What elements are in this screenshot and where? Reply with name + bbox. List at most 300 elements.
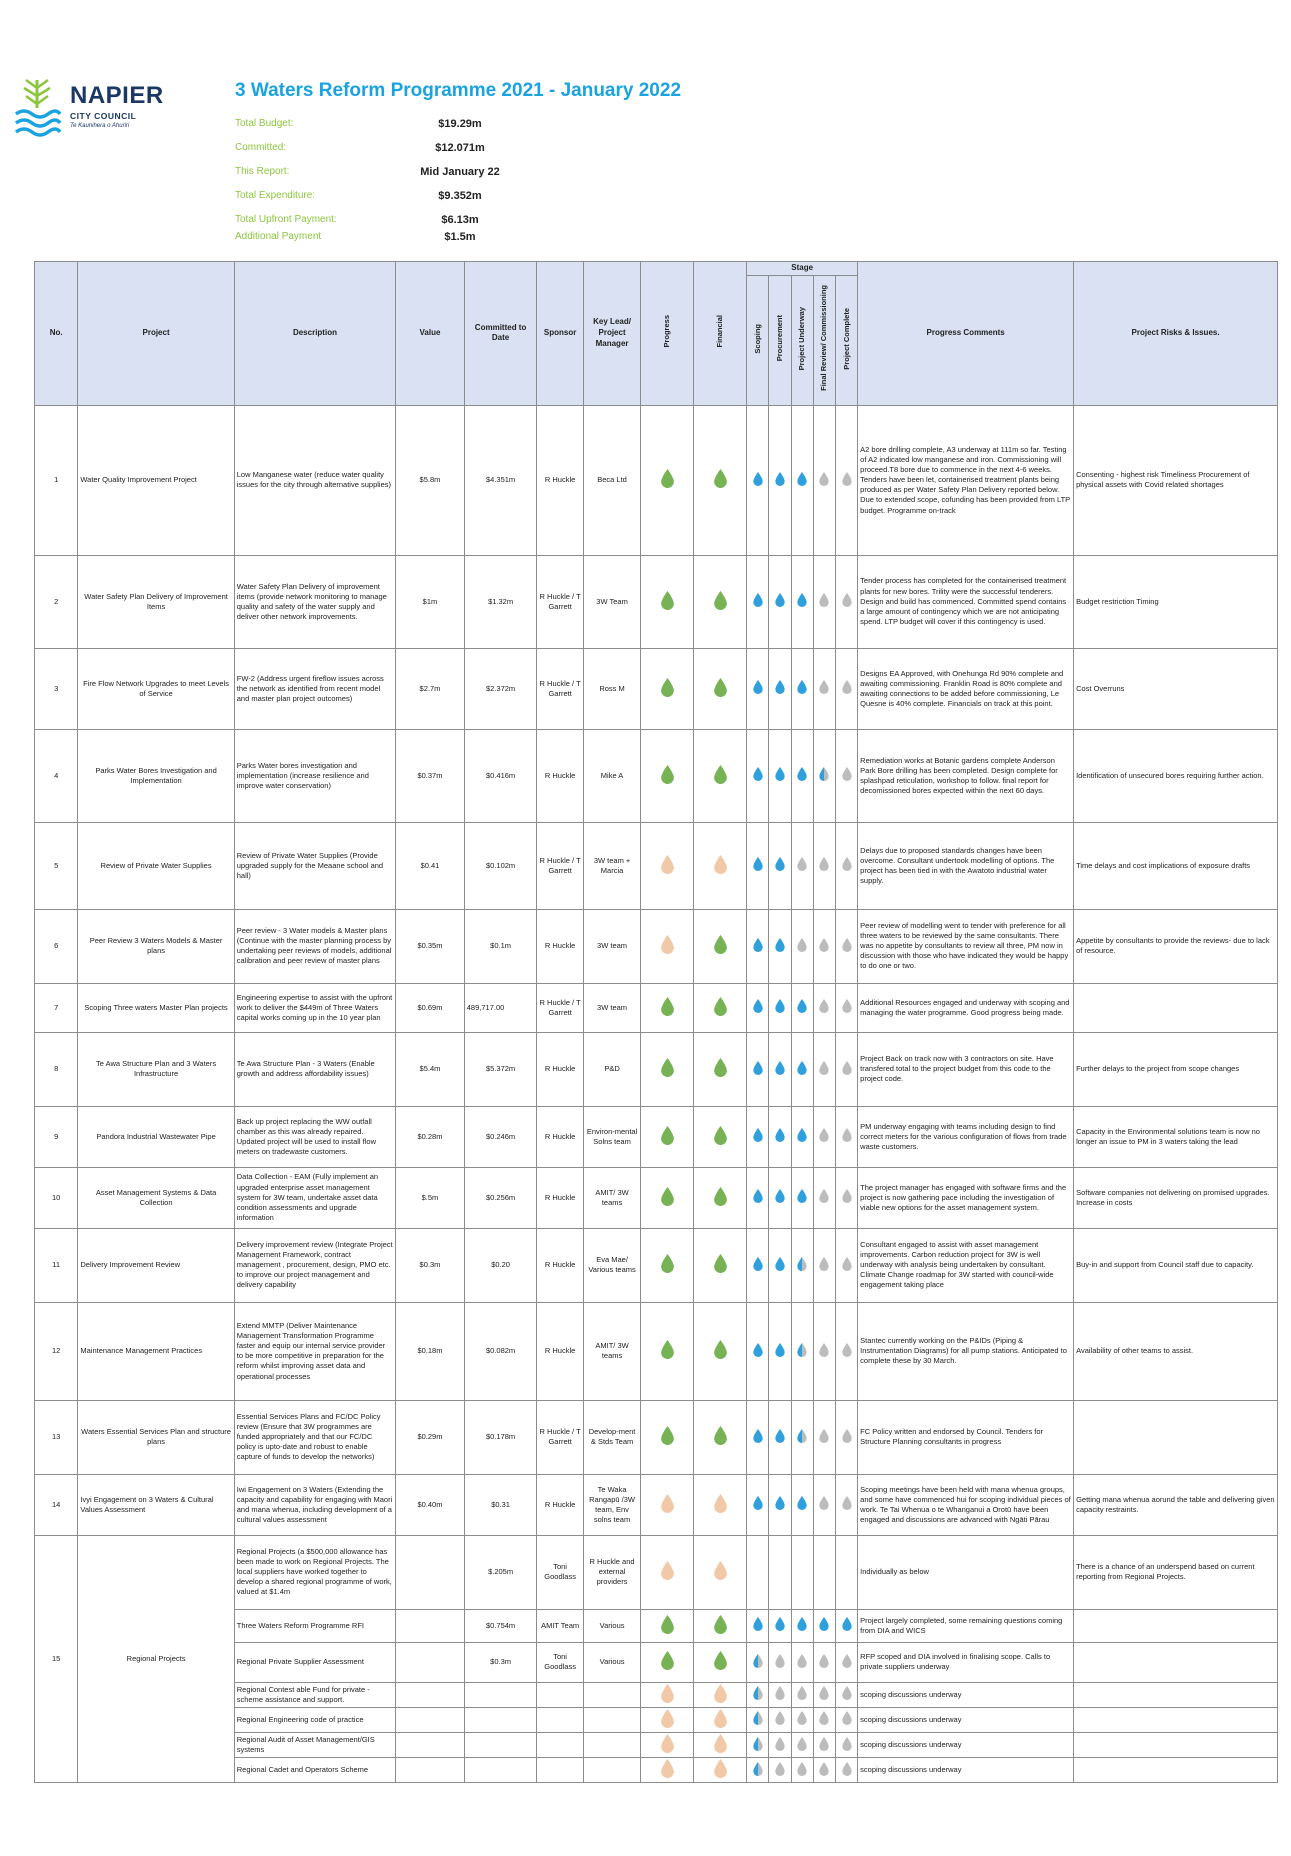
row-risks: Software companies not delivering on promised upgrades. Increase in costs [1074,1167,1278,1228]
row-sponsor: Toni Goodlass [537,1535,583,1609]
grey-drop-icon [842,1496,852,1510]
row-stage [769,1400,791,1474]
row-risks: Cost Overruns [1074,648,1278,729]
row-risks: Buy-in and support from Council staff due to capacity. [1074,1228,1278,1302]
row-risks [1074,1733,1278,1758]
row-comments: A2 bore drilling complete, A3 underway at 111m so far. Testing of A2 indicated low manganese and iron. Commissioning will proceed.T8 bore due to commence in the next 4-6 weeks. Tenders have been let, containerised treatment plants being produced as per Water Safety Plan Delivery reported below. Due to extended scope, cofunding has been provided from LTP budget. Programme on-track [858,405,1074,555]
row-sponsor: R Huckle [537,1302,583,1400]
green-drop-icon [714,591,727,610]
green-drop-icon [714,1126,727,1145]
row-committed [464,1758,537,1783]
row-stage [835,729,857,822]
row-lead: Mike A [583,729,641,822]
row-risks: Getting mana whenua aorund the table and delivering given capacity restraints. [1074,1474,1278,1535]
row-description: Extend MMTP (Deliver Maintenance Management Transformation Programme faster and equip our internal service provider to be more competitive in preparation for the reform whilst improving asset data and operational processes [234,1302,395,1400]
blue-drop-icon [797,472,807,486]
row-stage [813,1106,835,1167]
row-number: 7 [35,983,78,1032]
blue-drop-icon [775,1429,785,1443]
row-description: Low Manganese water (reduce water quality issues for the city through alternative supplies) [234,405,395,555]
row-sponsor: R Huckle [537,405,583,555]
col-stage-complete: Project Complete [835,275,857,405]
row-number: 11 [35,1228,78,1302]
grey-drop-icon [842,1762,852,1776]
grey-drop-icon [819,938,829,952]
row-value: $0.41 [396,822,465,909]
row-sponsor: R Huckle / T Garrett [537,648,583,729]
col-progress: Progress [641,262,693,406]
row-project: Peer Review 3 Waters Models & Master plans [78,909,234,983]
row-risks [1074,1682,1278,1707]
row-stage [813,1642,835,1682]
blue-drop-icon [819,1617,829,1631]
table-row [35,1400,1278,1474]
row-progress [641,648,693,729]
row-stage [791,1609,813,1642]
row-stage [813,1228,835,1302]
summary-value: $9.352m [438,190,482,202]
row-sponsor [537,1758,583,1783]
row-financial [693,1106,746,1167]
row-progress [641,1167,693,1228]
row-description: Iwi Engagement on 3 Waters (Extending the capacity and capability for engaging with Maori and mana whenua, including development of a cultural values assessment [234,1474,395,1535]
grey-drop-icon [775,1654,785,1668]
blue-drop-icon [753,1189,763,1203]
row-stage [835,822,857,909]
grey-drop-icon [842,857,852,871]
row-stage [835,1106,857,1167]
blue-drop-icon [797,680,807,694]
row-comments: scoping discussions underway [858,1682,1074,1707]
grey-drop-icon [819,593,829,607]
row-risks: Availability of other teams to assist. [1074,1302,1278,1400]
row-stage [835,1642,857,1682]
row-comments: scoping discussions underway [858,1758,1074,1783]
row-progress [641,1758,693,1783]
row-number: 13 [35,1400,78,1474]
row-financial [693,1400,746,1474]
row-stage [769,1609,791,1642]
row-financial [693,1228,746,1302]
row-risks [1074,1642,1278,1682]
row-risks: Budget restriction Timing [1074,555,1278,648]
row-financial [693,555,746,648]
table-row [35,1228,1278,1302]
row-progress [641,822,693,909]
row-stage [747,1400,769,1474]
green-drop-icon [661,1058,674,1077]
row-project: Regional Projects [78,1535,234,1783]
grey-drop-icon [842,1429,852,1443]
napier-wave-icon [12,78,62,140]
grey-drop-icon [797,857,807,871]
row-project: Ivyi Engagement on 3 Waters & Cultural Values Assessment [78,1474,234,1535]
grey-drop-icon [819,1061,829,1075]
amber-drop-icon [714,1494,727,1513]
grey-drop-icon [819,999,829,1013]
row-value [396,1758,465,1783]
row-stage [747,729,769,822]
row-value: $0.3m [396,1228,465,1302]
col-financial: Financial [693,262,746,406]
blue-drop-icon [797,1496,807,1510]
row-number: 10 [35,1167,78,1228]
row-stage [813,1733,835,1758]
green-drop-icon [661,1615,674,1634]
row-stage [835,555,857,648]
blue-drop-icon [842,1617,852,1631]
row-stage [791,1228,813,1302]
green-drop-icon [661,1187,674,1206]
row-stage [769,648,791,729]
grey-drop-icon [842,1654,852,1668]
green-drop-icon [714,1615,727,1634]
row-sponsor [537,1682,583,1707]
amber-drop-icon [661,935,674,954]
blue-drop-icon [775,1061,785,1075]
row-stage [747,1535,769,1609]
summary-label: Total Budget: [235,118,294,129]
row-value: $0.35m [396,909,465,983]
row-sponsor: R Huckle / T Garrett [537,1400,583,1474]
row-value: $0.28m [396,1106,465,1167]
row-project: Parks Water Bores Investigation and Implementation [78,729,234,822]
blue-drop-icon [753,1496,763,1510]
col-committed: Committed to Date [464,262,537,406]
grey-drop-icon [819,1711,829,1725]
row-number: 12 [35,1302,78,1400]
row-value: $.5m [396,1167,465,1228]
row-committed: $0.178m [464,1400,537,1474]
programme-table [34,261,1278,1783]
col-stage-procurement: Procurement [769,275,791,405]
row-financial [693,1032,746,1106]
row-sponsor: R Huckle [537,1032,583,1106]
row-lead: Develop-ment & Stds Team [583,1400,641,1474]
row-stage [791,1302,813,1400]
row-number: 14 [35,1474,78,1535]
grey-drop-icon [842,1128,852,1142]
row-stage [769,1032,791,1106]
row-value: $0.37m [396,729,465,822]
grey-drop-icon [797,938,807,952]
row-stage [791,1106,813,1167]
green-drop-icon [714,1187,727,1206]
grey-drop-icon [819,472,829,486]
amber-drop-icon [714,1684,727,1703]
blue-drop-icon [775,1343,785,1357]
row-committed: $0.102m [464,822,537,909]
row-lead: Eva Mae/ Various teams [583,1228,641,1302]
row-lead: Environ-mental Solns team [583,1106,641,1167]
row-description: Regional Contest able Fund for private - scheme assistance and support. [234,1682,395,1707]
row-project: Maintenance Management Practices [78,1302,234,1400]
row-sponsor: R Huckle [537,729,583,822]
row-stage [791,909,813,983]
logo-name: NAPIER [70,82,164,109]
green-drop-icon [661,1254,674,1273]
row-stage [769,1535,791,1609]
row-description: Back up project replacing the WW outfall chamber as this was already repaired. Updated project will be used to install flow meters on tradewaste customers. [234,1106,395,1167]
row-sponsor: R Huckle [537,1474,583,1535]
row-risks [1074,1758,1278,1783]
blue-drop-icon [775,680,785,694]
row-stage [813,1400,835,1474]
row-stage [813,1032,835,1106]
row-stage [769,1302,791,1400]
col-risks: Project Risks & Issues. [1074,262,1278,406]
amber-drop-icon [661,1494,674,1513]
row-comments: Individually as below [858,1535,1074,1609]
row-number: 4 [35,729,78,822]
green-drop-icon [661,678,674,697]
row-financial [693,1682,746,1707]
grey-drop-icon [819,1257,829,1271]
row-progress [641,909,693,983]
row-stage [835,909,857,983]
blue-drop-icon [775,472,785,486]
summary-value: $6.13m [441,214,479,226]
green-drop-icon [661,997,674,1016]
blue-drop-icon [753,938,763,952]
blue-drop-icon [753,767,763,781]
row-progress [641,983,693,1032]
blue-drop-icon [797,1617,807,1631]
row-number: 5 [35,822,78,909]
row-committed: $5.372m [464,1032,537,1106]
row-sponsor: R Huckle / T Garrett [537,983,583,1032]
stage-half-drop-icon [819,767,829,781]
row-number: 3 [35,648,78,729]
row-project: Water Safety Plan Delivery of Improvement Items [78,555,234,648]
grey-drop-icon [819,1686,829,1700]
green-drop-icon [714,678,727,697]
row-stage [813,405,835,555]
row-stage [791,1535,813,1609]
row-stage [747,1609,769,1642]
row-comments: Additional Resources engaged and underway with scoping and managing the water programme. Good progress being made. [858,983,1074,1032]
amber-drop-icon [661,1561,674,1580]
row-project: Fire Flow Network Upgrades to meet Levels of Service [78,648,234,729]
stage-half-drop-icon [797,1257,807,1271]
row-committed: $2.372m [464,648,537,729]
row-sponsor: R Huckle [537,909,583,983]
row-committed: $1.32m [464,555,537,648]
grey-drop-icon [842,767,852,781]
row-description: Essential Services Plans and FC/DC Policy review (Ensure that 3W programmes are funded appropriately and that our FC/DC policy is upto-date and robust to enable capture of funds to develop the networks) [234,1400,395,1474]
row-lead: AMIT/ 3W teams [583,1302,641,1400]
row-stage [813,983,835,1032]
row-sponsor [537,1707,583,1732]
grey-drop-icon [842,1189,852,1203]
row-financial [693,648,746,729]
blue-drop-icon [753,680,763,694]
row-description: Regional Cadet and Operators Scheme [234,1758,395,1783]
blue-drop-icon [797,999,807,1013]
row-stage [791,555,813,648]
row-risks: Identification of unsecured bores requiring further action. [1074,729,1278,822]
row-progress [641,1106,693,1167]
amber-drop-icon [714,1759,727,1778]
table-row [35,648,1278,729]
blue-drop-icon [775,1189,785,1203]
row-sponsor: R Huckle [537,1167,583,1228]
grey-drop-icon [842,472,852,486]
grey-drop-icon [842,1061,852,1075]
summary-label: Additional Payment [235,231,322,242]
row-comments: Scoping meetings have been held with mana whenua groups, and some have commenced hui for scoping individual pieces of work. Te Tai Whenua o te Whanganui a Orotū have been engaged and discussions are advanced with Ngāti Pārau [858,1474,1074,1535]
row-stage [835,1758,857,1783]
stage-half-drop-icon [753,1686,763,1700]
row-committed: $0.256m [464,1167,537,1228]
summary-value: $1.5m [444,231,476,243]
row-financial [693,983,746,1032]
row-sponsor [537,1733,583,1758]
row-stage [747,1682,769,1707]
row-comments: Consultant engaged to assist with asset management improvements. Carbon reduction project for 3W is well underway with analysis being undertaken by consultant. Climate Change roadmap for 3W started with council-wide engagement taking place [858,1228,1074,1302]
row-lead: AMIT/ 3W teams [583,1167,641,1228]
row-lead: Various [583,1609,641,1642]
row-risks: Capacity in the Environmental solutions team is now no longer an issue to PM in 3 waters taking the lead [1074,1106,1278,1167]
row-lead: 3W Team [583,555,641,648]
grey-drop-icon [797,1762,807,1776]
green-drop-icon [661,469,674,488]
row-stage [791,1400,813,1474]
col-sponsor: Sponsor [537,262,583,406]
row-stage [769,1707,791,1732]
amber-drop-icon [661,1759,674,1778]
row-committed [464,1733,537,1758]
grey-drop-icon [797,1654,807,1668]
logo-maori: Te Kaunihera o Ahuriri [70,123,130,129]
row-stage [769,1733,791,1758]
row-stage [769,822,791,909]
grey-drop-icon [842,1257,852,1271]
row-stage [769,983,791,1032]
stage-half-drop-icon [797,1343,807,1357]
row-stage [747,1733,769,1758]
green-drop-icon [714,935,727,954]
green-drop-icon [714,765,727,784]
row-comments: Tender process has completed for the containerised treatment plants for new bores. Trility were the successful tenderers. Design and build has commenced. Committed spend contains a large amount of contingency which we are not anticipating spend. LTP budget will cover if this contingency is used. [858,555,1074,648]
row-description: Three Waters Reform Programme RFI [234,1609,395,1642]
row-lead: Beca Ltd [583,405,641,555]
row-lead: Ross M [583,648,641,729]
row-stage [835,648,857,729]
row-sponsor: R Huckle / T Garrett [537,555,583,648]
row-progress [641,1682,693,1707]
col-stage-review: Final Review/ Commissioning [813,275,835,405]
table-row [35,1167,1278,1228]
row-value: $2.7m [396,648,465,729]
row-risks [1074,983,1278,1032]
row-committed [464,1707,537,1732]
row-stage [791,405,813,555]
row-committed: $0.20 [464,1228,537,1302]
grey-drop-icon [775,1737,785,1751]
green-drop-icon [714,1340,727,1359]
col-lead: Key Lead/ Project Manager [583,262,641,406]
row-stage [747,405,769,555]
row-comments: Designs EA Approved, with Onehunga Rd 90% complete and awaiting commissioning. Franklin Road is 80% complete and awaiting connections to be added before commissioning, Le Quesne is 40% complete. Financials on track at this point. [858,648,1074,729]
grey-drop-icon [797,1737,807,1751]
blue-drop-icon [775,999,785,1013]
amber-drop-icon [714,1709,727,1728]
row-stage [791,1758,813,1783]
row-stage [791,1167,813,1228]
row-stage [813,1167,835,1228]
blue-drop-icon [775,767,785,781]
row-comments: Delays due to proposed standards changes have been overcome. Consultant undertook modelling of options. The project has been tied in with the Awatoto industrial water supply. [858,822,1074,909]
row-sponsor: Toni Goodlass [537,1642,583,1682]
green-drop-icon [714,1426,727,1445]
row-lead: P&D [583,1032,641,1106]
green-drop-icon [661,591,674,610]
row-description: Peer review - 3 Water models & Master plans (Continue with the master planning process by undertaking peer reviews of models, additional calibration and peer review of master plans [234,909,395,983]
green-drop-icon [661,1426,674,1445]
row-sponsor: R Huckle [537,1228,583,1302]
blue-drop-icon [797,1189,807,1203]
row-lead: Various [583,1642,641,1682]
stage-half-drop-icon [753,1737,763,1751]
row-stage [769,555,791,648]
row-value [396,1707,465,1732]
row-financial [693,1642,746,1682]
row-value [396,1682,465,1707]
table-row [35,1106,1278,1167]
row-committed: $0.754m [464,1609,537,1642]
row-value: $0.18m [396,1302,465,1400]
row-stage [747,822,769,909]
row-committed: $4.351m [464,405,537,555]
table-row [35,1474,1278,1535]
row-risks: Time delays and cost implications of exposure drafts [1074,822,1278,909]
green-drop-icon [714,1254,727,1273]
row-stage [813,1682,835,1707]
row-stage [747,1302,769,1400]
row-stage [835,1535,857,1609]
row-stage [747,1228,769,1302]
row-progress [641,1609,693,1642]
col-value: Value [396,262,465,406]
summary-label: Committed: [235,142,287,153]
row-comments: The project manager has engaged with software firms and the project is now gathering pace including the investigation of viable new options for the asset management system. [858,1167,1074,1228]
grey-drop-icon [842,938,852,952]
row-stage [813,1758,835,1783]
amber-drop-icon [714,1561,727,1580]
row-stage [835,1167,857,1228]
row-stage [747,983,769,1032]
row-stage [835,1032,857,1106]
row-stage [747,555,769,648]
row-value [396,1609,465,1642]
row-risks: There is a chance of an underspend based on current reporting from Regional Projects. [1074,1535,1278,1609]
green-drop-icon [661,1651,674,1670]
blue-drop-icon [797,593,807,607]
row-stage [769,1228,791,1302]
row-value: $5.4m [396,1032,465,1106]
row-committed: $0.3m [464,1642,537,1682]
summary-label: Total Expenditure: [235,190,316,201]
amber-drop-icon [661,1734,674,1753]
row-stage [769,1106,791,1167]
row-progress [641,1302,693,1400]
row-stage [835,1228,857,1302]
row-description: Data Collection - EAM (Fully implement an upgraded enterprise asset management system for 3W team, undertake asset data condition assessments and upgrade information [234,1167,395,1228]
row-committed: $0.416m [464,729,537,822]
row-comments: Remediation works at Botanic gardens complete Anderson Park Bore drilling has been completed. Design complete for splashpad reticulation, workshop to follow. final report for decomissioned bores expected within the next 60 days. [858,729,1074,822]
row-stage [791,1032,813,1106]
